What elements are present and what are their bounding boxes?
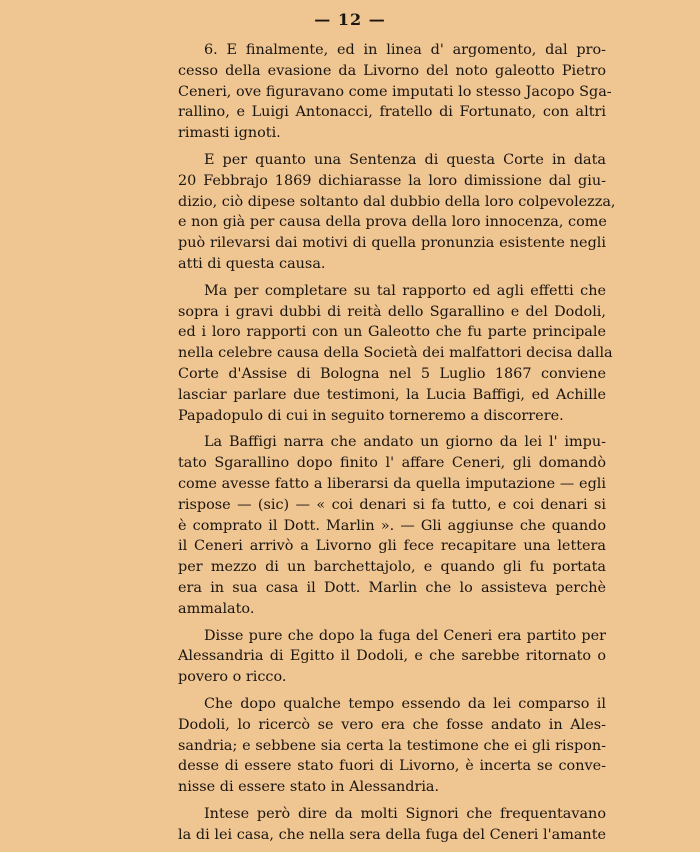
text-line: Alessandria di Egitto il Dodoli, e che sarebbe ritornato o (178, 648, 606, 665)
text-line: Papadopulo di cui in seguito torneremo a discorrere. (178, 407, 564, 424)
text-line: desse di essere stato fuori di Livorno, è incerta se conve- (178, 758, 606, 775)
text-line: nisse di essere stato in Alessandria. (178, 779, 440, 796)
text-line: Disse pure che dopo la fuga del Ceneri era partito per (204, 627, 606, 644)
paragraph (178, 281, 613, 427)
text-line: per mezzo di un barchettajolo, e quando gli fu portata (178, 559, 606, 576)
text-line: rispose — (sic) — « coi denari si fa tutto, e coi denari si (178, 496, 606, 513)
paragraph (178, 804, 606, 846)
text-line: cesso della evasione da Livorno del noto galeotto Pietro (178, 62, 606, 79)
text-line: è comprato il Dott. Marlin ». — Gli aggiunse che quando (178, 517, 606, 534)
text-line: povero o ricco. (178, 669, 287, 686)
text-line: e non già per causa della prova della loro innocenza, come (178, 214, 607, 231)
text-line: atti di questa causa. (178, 255, 326, 272)
text-line: Intese però dire da molti Signori che frequentavano (204, 805, 606, 822)
text-line: dizio, ciò dipese soltanto dal dubbio della loro colpevolezza, (178, 193, 616, 210)
text-line: 6. E finalmente, ed in linea d' argomento, dal pro- (204, 42, 606, 58)
text-line: sandria; e sebbene sia certa la testimone che ei gli rispon- (178, 737, 606, 754)
text-line: ammalato. (178, 600, 255, 617)
text-line: Dodoli, lo ricercò se vero era che fosse andato in Ales- (178, 716, 606, 733)
text-line: E per quanto una Sentenza di questa Corte in data (204, 151, 606, 168)
text-line: Corte d'Assise di Bologna nel 5 Luglio 1867 conviene (178, 365, 606, 382)
text-line: rallino, e Luigi Antonacci, fratello di Fortunato, con altri (178, 104, 606, 121)
body-text (178, 40, 616, 851)
text-line: tato Sgarallino dopo finito l' affare Ceneri, gli domandò (178, 455, 606, 472)
paragraph (178, 626, 606, 688)
text-line: la di lei casa, che nella sera della fuga del Ceneri l'amante (178, 826, 606, 843)
text-line: lasciar parlare due testimoni, la Lucia Baffigi, ed Achille (178, 386, 606, 403)
text-line: come avesse fatto a liberarsi da quella imputazione — egli (178, 475, 606, 492)
text-line: sopra i gravi dubbi di reità dello Sgarallino e del Dodoli, (178, 303, 606, 320)
text-line: Ceneri, ove figuravano come imputati lo stesso Jacopo Sga- (178, 83, 612, 100)
paragraph (178, 694, 606, 798)
page-number: — 12 — (314, 10, 386, 29)
text-line: rimasti ignoti. (178, 125, 281, 142)
text-line: era in sua casa il Dott. Marlin che lo assisteva perchè (178, 579, 606, 596)
text-line: La Baffigi narra che andato un giorno da lei l' impu- (204, 434, 606, 451)
text-line: Che dopo qualche tempo essendo da lei comparso il (204, 695, 606, 712)
text-line: il Ceneri arrivò a Livorno gli fece recapitare una lettera (178, 538, 606, 555)
text-line: Ma per completare su tal rapporto ed agli effetti che (204, 282, 606, 299)
paragraph (178, 150, 616, 275)
text-line: può rilevarsi dai motivi di quella pronunzia esistente negli (178, 235, 606, 252)
paragraph (178, 40, 612, 144)
text-line: nella celebre causa della Società dei malfattori decisa dalla (178, 345, 613, 362)
text-line: ed i loro rapporti con un Galeotto che fu parte principale (178, 324, 606, 341)
text-line: 20 Febbrajo 1869 dichiarasse la loro dimissione dal giu- (178, 172, 606, 189)
paragraph (178, 432, 606, 619)
